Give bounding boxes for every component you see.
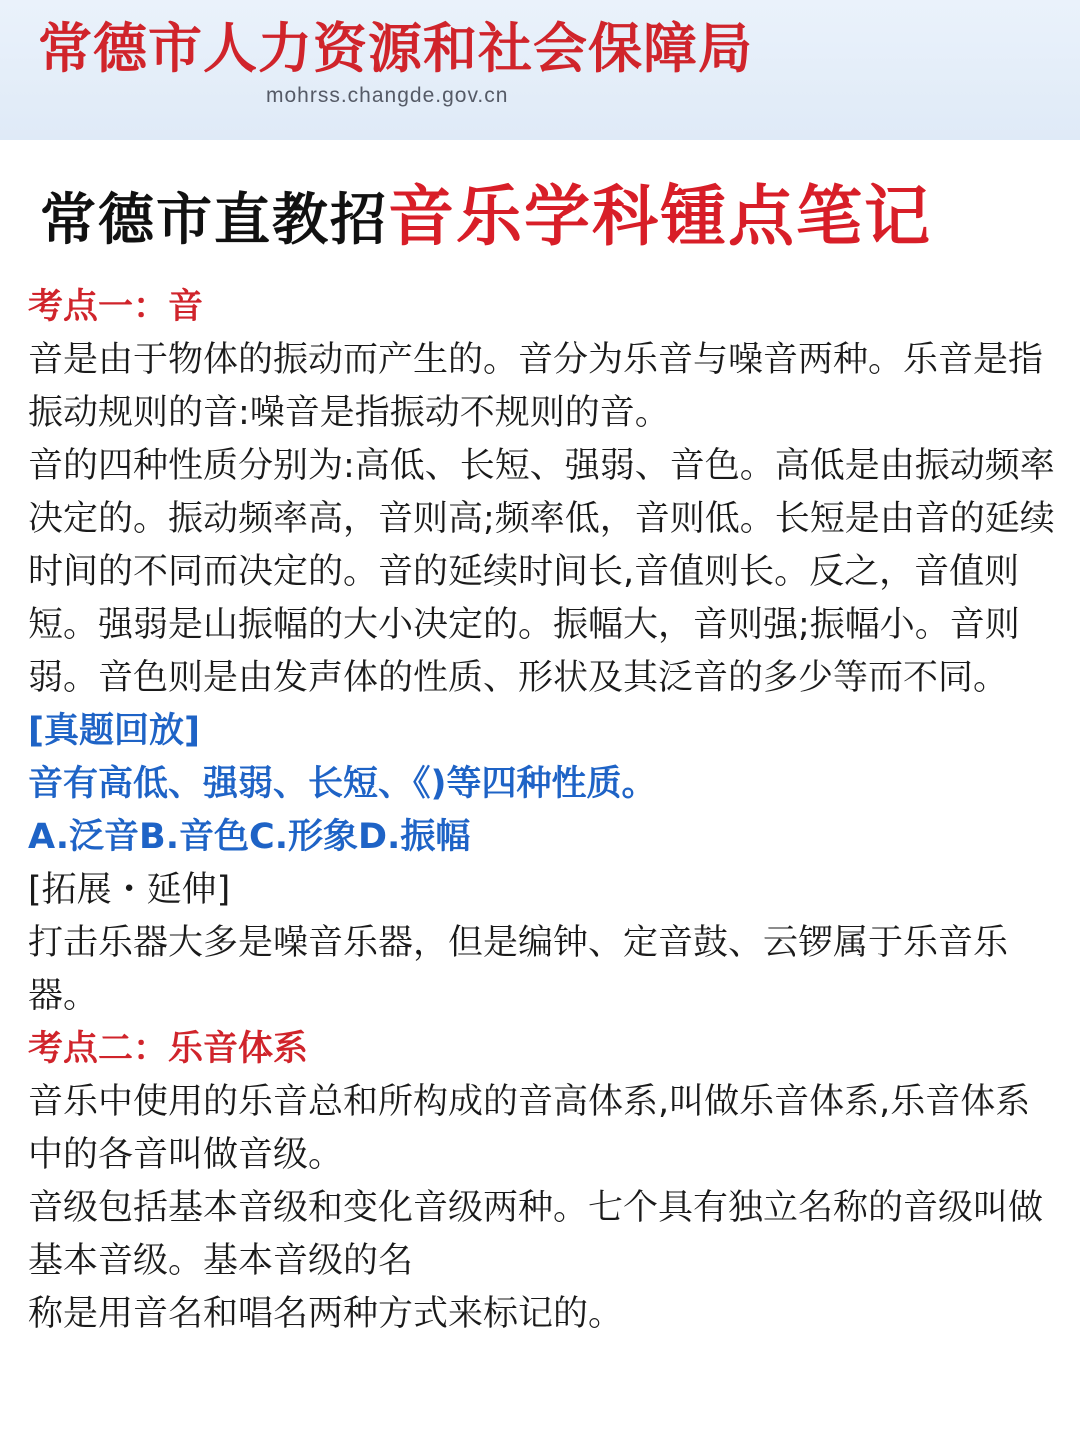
organization-url: mohrss.changde.gov.cn (266, 84, 509, 107)
section1-paragraph-1: 音是由于物体的振动而产生的。音分为乐音与噪音两种。乐音是指振动规则的音:噪音是指振动不规则的音。 (28, 340, 1044, 433)
header-banner (0, 0, 1080, 140)
page-title (40, 172, 1060, 262)
section2-paragraph-2a: 音级包括基本音级和变化音级两种。七个具有独立名称的音级叫做基本音级。基本音级的名 (28, 1188, 1044, 1281)
extension-label: [拓展・延伸] (28, 870, 231, 910)
review-options: A.泛音B.音色C.形象D.振幅 (28, 817, 471, 857)
section2-paragraph-1: 音乐中使用的乐音总和所构成的音高体系,叫做乐音体系,乐音体系中的各音叫做音级。 (28, 1082, 1031, 1175)
review-question: 音有高低、强弱、长短、《)等四种性质。 (28, 764, 657, 804)
title-part-black: 常德市直教招 (40, 188, 388, 253)
title-part-red: 音乐学科锺点笔记 (388, 178, 932, 255)
extension-text: 打击乐器大多是噪音乐器，但是编钟、定音鼓、云锣属于乐音乐器。 (28, 923, 1009, 1016)
section1-paragraph-2: 音的四种性质分别为:高低、长短、强弱、音色。高低是由振动频率决定的。振动频率高，音则高;频率低，音则低。长短是由音的延续时间的不同而决定的。音的延续时间长,音值则长。反之，音值则短。强弱是山振幅的大小决定的。振幅大，音则强;振幅小。音则弱。音色则是由发声体的性质、形状及其泛音的多少等而不同。 (28, 446, 1055, 698)
section2-heading: 考点二：乐音体系 (28, 1029, 309, 1069)
organization-name: 常德市人力资源和社会保障局 (38, 17, 753, 80)
review-label: [真题回放] (28, 711, 200, 751)
section1-heading: 考点一：音 (28, 287, 204, 327)
section2-paragraph-2b: 称是用音名和唱名两种方式来标记的。 (28, 1294, 624, 1334)
notes-content (28, 281, 1058, 1341)
